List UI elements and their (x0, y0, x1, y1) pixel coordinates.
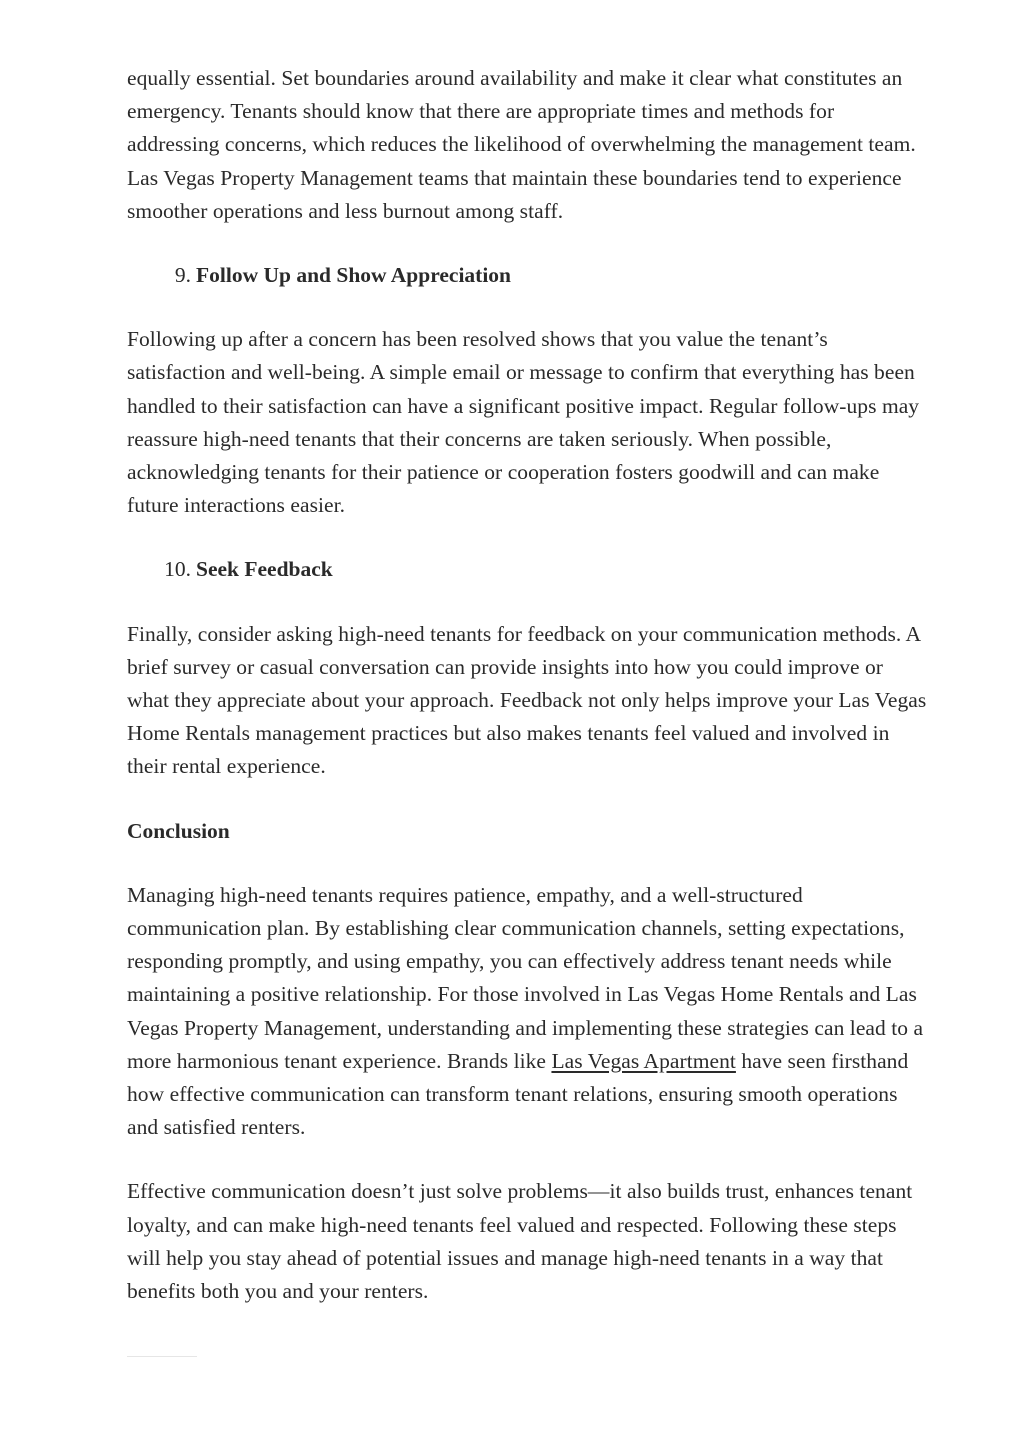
paragraph-boundaries: equally essential. Set boundaries around availability and make it clear what constitutes an emergency. Tenants should know that there are appropriate times and methods for addressing concerns, which reduces the likelihood of overwhelming the management team. Las Vegas Property Management teams that maintain these boundaries tend to experience smoother operations and less burnout among staff. (127, 66, 916, 223)
list-title: Follow Up and Show Appreciation (196, 263, 512, 288)
article-body (127, 62, 927, 1339)
conclusion-text-after-link: have seen firsthand how effective communication can transform tenant relations, ensuring smooth operations and satisfied renters. (127, 1048, 909, 1140)
paragraph-conclusion (127, 879, 927, 1145)
list-heading-seek-feedback (127, 553, 927, 586)
paragraph-follow-up: Following up after a concern has been resolved shows that you value the tenant’s satisfaction and well-being. A simple email or message to confirm that everything has been handled to their satisfaction can have a significant positive impact. Regular follow-ups may reassure high-need tenants that their concerns are taken seriously. When possible, acknowledging tenants for their patience or cooperation fosters goodwill and can make future interactions easier. (127, 327, 920, 518)
list-number: 9. (174, 263, 191, 288)
footer-divider (127, 1356, 197, 1357)
conclusion-heading: Conclusion (127, 818, 230, 843)
paragraph-closing: Effective communication doesn’t just solve problems—it also builds trust, enhances tenant loyalty, and can make high-need tenants feel valued and respected. Following these steps will help you stay ahead of potential issues and manage high-need tenants in a way that benefits both you and your renters. (127, 1179, 913, 1304)
list-heading-follow-up (127, 259, 927, 292)
conclusion-text-before-link: Managing high-need tenants requires patience, empathy, and a well-structured communication plan. By establishing clear communication channels, setting expectations, responding promptly, and using empathy, you can effectively address tenant needs while maintaining a positive relationship. For those involved in Las Vegas Home Rentals and Las Vegas Property Management, understanding and implementing these strategies can lead to a more harmonious tenant experience. Brands like (127, 882, 924, 1073)
las-vegas-apartment-link[interactable]: Las Vegas Apartment (551, 1048, 736, 1073)
list-number: 10. (164, 557, 191, 582)
paragraph-feedback: Finally, consider asking high-need tenants for feedback on your communication methods. A brief survey or casual conversation can provide insights into how you could improve or what they appreciate about your approach. Feedback not only helps improve your Las Vegas Home Rentals management practices but also makes tenants feel valued and involved in their rental experience. (127, 621, 927, 779)
list-title: Seek Feedback (196, 557, 333, 582)
